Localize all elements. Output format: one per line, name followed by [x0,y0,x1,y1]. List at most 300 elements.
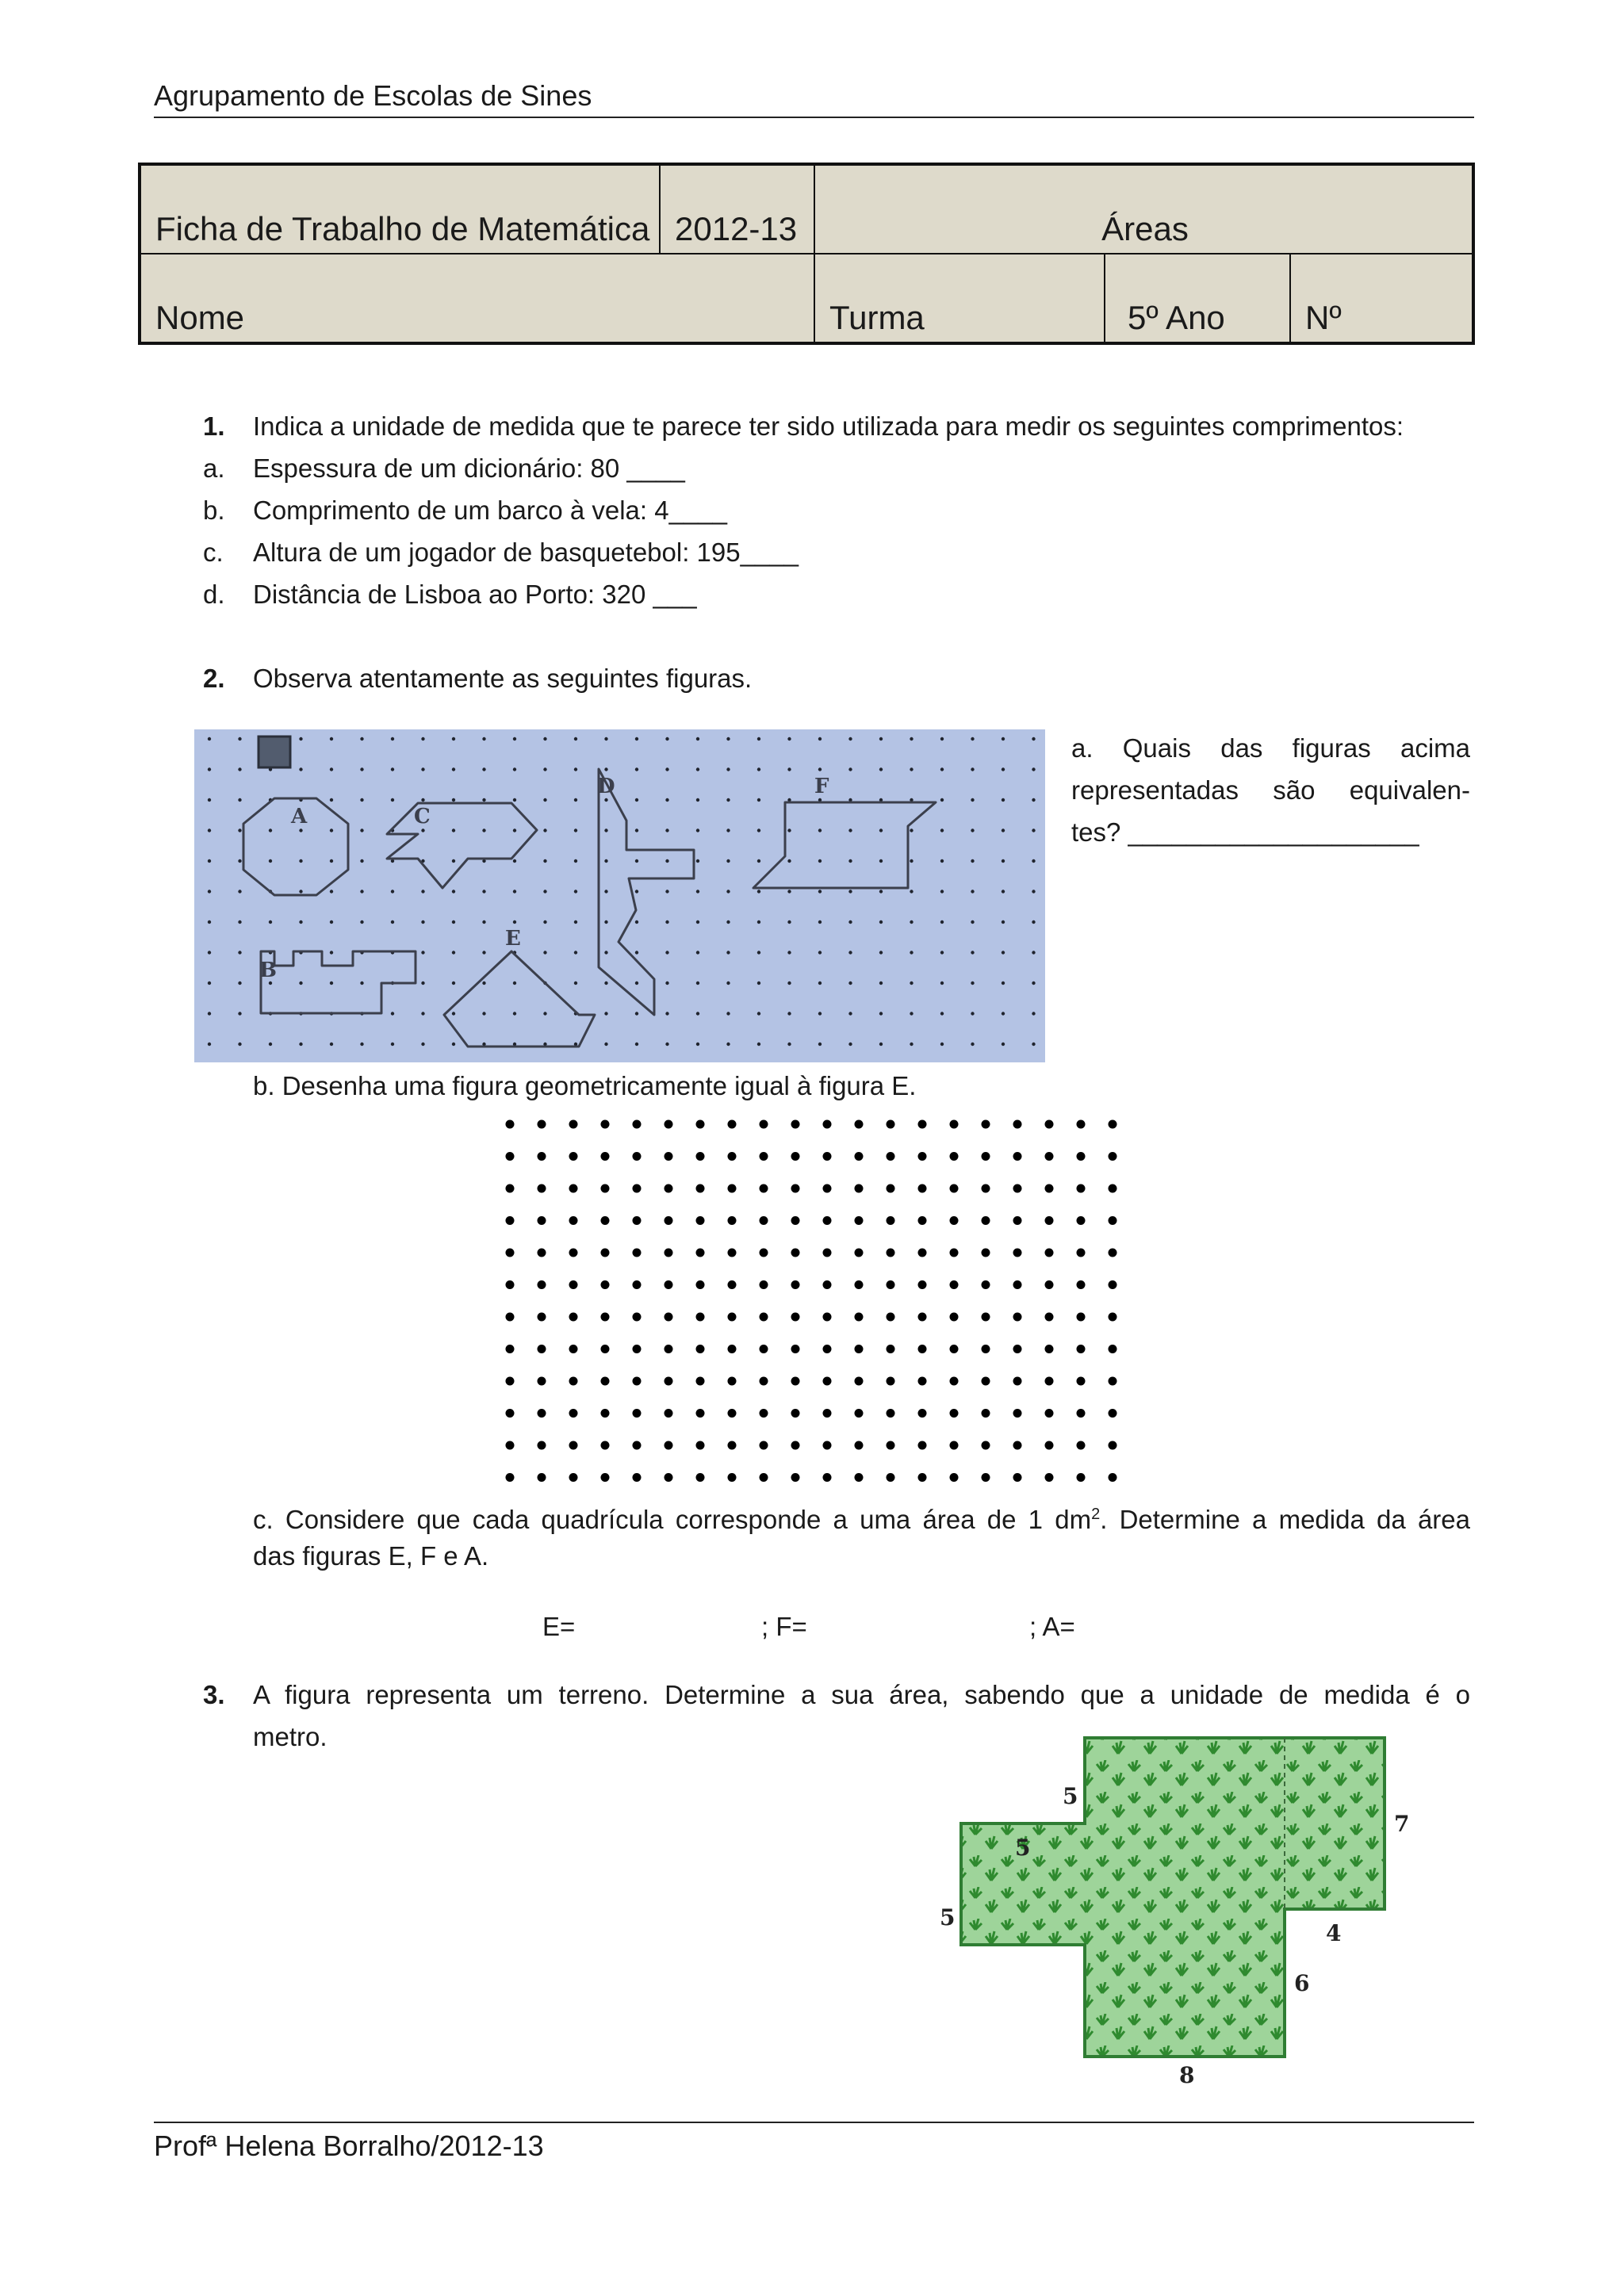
title-cell [141,166,661,254]
grid-dot [569,1249,578,1257]
grid-dot [506,1441,515,1450]
grid-dot [543,859,546,863]
grid-dot [604,982,607,985]
grid-dot [950,1184,959,1193]
grid-dot [1032,859,1035,863]
grid-dot [818,890,822,893]
grid-dot [855,1280,864,1289]
grid-dot [823,1409,832,1418]
grid-dot [543,920,546,924]
grid-dot [208,890,211,893]
grid-dot [791,1216,800,1225]
grid-dot [696,767,699,771]
grid-dot [1002,920,1005,924]
grid-dot [757,859,760,863]
grid-dot [238,737,241,740]
grid-dot [982,1120,990,1129]
q1-item-letter: c. [203,538,224,567]
grid-dot [887,1249,895,1257]
grid-dot [855,1409,864,1418]
grid-dot [855,1120,864,1129]
grid-dot [299,890,302,893]
grid-dot [635,982,638,985]
grid-dot [887,1120,895,1129]
grid-dot [982,1249,990,1257]
grid-dot [728,1216,737,1225]
grid-dot [918,1441,927,1450]
class-cell[interactable] [815,254,1105,342]
grid-dot [633,1216,642,1225]
grid-dot [787,982,791,985]
grid-dot [601,1473,610,1482]
q3-number: 3. [203,1680,225,1709]
grid-dot [982,1313,990,1322]
grid-dot [791,1345,800,1353]
grid-dot [1109,1120,1117,1129]
grid-dot [452,767,455,771]
grid-dot [1013,1184,1022,1193]
grid-dot [635,890,638,893]
grid-dot [604,798,607,802]
grid-dot [482,798,485,802]
grid-dot [421,982,424,985]
grid-dot [1002,890,1005,893]
grid-dot [452,920,455,924]
grid-dot [538,1473,546,1482]
grid-dot [791,1120,800,1129]
grid-dot [879,1043,883,1046]
grid-dot [360,767,363,771]
grid-dot [1045,1313,1054,1322]
grid-dot [818,767,822,771]
grid-dot [604,859,607,863]
grid-dot [940,982,944,985]
grid-dot [1013,1249,1022,1257]
grid-dot [604,1012,607,1015]
grid-dot [726,1012,730,1015]
grid-dot [1109,1313,1117,1322]
grid-dot [1045,1249,1054,1257]
grid-dot [696,1473,705,1482]
grid-dot [760,1216,768,1225]
grid-dot [391,1043,394,1046]
grid-dot [855,1216,864,1225]
grid-dot [513,859,516,863]
answer-e-label[interactable]: E= [542,1612,576,1641]
grid-dot [601,1377,610,1386]
grid-dot [887,1216,895,1225]
grid-dot [569,1473,578,1482]
grid-dot [513,798,516,802]
grid-dot [208,920,211,924]
grid-dot [601,1280,610,1289]
grid-dot [269,828,272,832]
grid-dot [1077,1184,1086,1193]
grid-dot [665,1120,673,1129]
grid-dot [482,890,485,893]
grid-dot [848,951,852,954]
grid-dot [950,1409,959,1418]
grid-dot [726,1043,730,1046]
grid-dot [538,1120,546,1129]
grid-dot [665,920,668,924]
grid-dot [506,1152,515,1161]
grid-dot [757,798,760,802]
grid-dot [513,920,516,924]
grid-dot [635,859,638,863]
q1-item-text: Distância de Lisboa ao Porto: 320 ___ [253,580,697,609]
grid-dot [543,737,546,740]
grid-dot [728,1409,737,1418]
grid-dot [238,798,241,802]
grid-dot [506,1249,515,1257]
grid-dot [604,890,607,893]
grid-dot [879,767,883,771]
grid-dot [421,737,424,740]
grid-dot [1032,890,1035,893]
grid-dot [238,859,241,863]
q2-part-a-line: representadas são equivalen- [1071,775,1470,805]
grid-dot [1013,1280,1022,1289]
grid-dot [726,890,730,893]
grid-dot [633,1184,642,1193]
grid-dot [482,920,485,924]
grid-dot [818,1012,822,1015]
q2-part-c-line: c. Considere que cada quadrícula corresponde a uma área de 1 $dm^2$. Determine a medida da área [253,1505,1470,1534]
grid-dot [538,1280,546,1289]
grid-dot [569,1409,578,1418]
grid-dot [726,859,730,863]
grid-dot [569,1120,578,1129]
terrain-shape [961,1738,1385,2057]
grid-dot [1045,1473,1054,1482]
grid-dot [574,890,577,893]
grid-dot [1077,1409,1086,1418]
grid-dot [918,1184,927,1193]
grid-dot [538,1216,546,1225]
grid-dot [360,890,363,893]
grid-dot [665,767,668,771]
grid-dot [982,1216,990,1225]
grid-dot [910,890,913,893]
grid-dot [604,920,607,924]
figure-label: C [414,805,431,828]
grid-dot [360,798,363,802]
grid-dot [848,1012,852,1015]
grid-dot [879,1012,883,1015]
grid-dot [887,1184,895,1193]
q2-part-a-answer-line[interactable]: tes? ____________________ [1071,817,1419,847]
grid-dot [1013,1377,1022,1386]
grid-dot [887,1280,895,1289]
grid-dot [940,1043,944,1046]
grid-dot [452,737,455,740]
grid-dot [791,1152,800,1161]
grid-dot [299,737,302,740]
grid-dot [1002,859,1005,863]
grid-dot [1002,982,1005,985]
grid-dot [1045,1184,1054,1193]
answer-f-label[interactable]: ; F= [761,1612,807,1641]
grid-dot [1077,1473,1086,1482]
grid-dot [918,1216,927,1225]
grid-dot [506,1409,515,1418]
grid-dot [513,982,516,985]
grid-dot [665,1152,673,1161]
grid-dot [543,828,546,832]
grid-dot [971,859,974,863]
grid-dot [1032,737,1035,740]
grid-dot [633,1441,642,1450]
grid-dot [696,890,699,893]
grid-dot [604,828,607,832]
topic: Áreas [1101,210,1189,247]
grid-dot [330,920,333,924]
grid-dot [635,737,638,740]
grid-dot [918,1345,927,1353]
grid-dot [665,859,668,863]
grid-dot [971,920,974,924]
topic-cell [815,166,1475,254]
figure-label: A [291,805,308,828]
grid-dot [918,1473,927,1482]
grid-dot [1013,1216,1022,1225]
dim-label: 6 [1294,1970,1310,1996]
grid-dot [950,1216,959,1225]
grid-dot [452,1012,455,1015]
grid-dot [238,890,241,893]
grid-dot [940,798,944,802]
grid-dot [1077,1280,1086,1289]
grid-dot [940,890,944,893]
grid-dot [1109,1377,1117,1386]
grid-dot [538,1152,546,1161]
grid-dot [910,828,913,832]
grid-dot [791,1313,800,1322]
grid-dot [1077,1216,1086,1225]
grid-dot [421,1012,424,1015]
grid-dot [360,859,363,863]
grid-dot [696,920,699,924]
dim-label: 5 [1063,1783,1078,1809]
answer-a-label[interactable]: ; A= [1029,1612,1075,1641]
grid-dot [791,1249,800,1257]
grid-dot [787,890,791,893]
grid-dot [1002,1012,1005,1015]
grid-dot [633,1152,642,1161]
grid-dot [971,1012,974,1015]
grid-dot [506,1473,515,1482]
grid-dot [918,1313,927,1322]
grid-dot [452,859,455,863]
q3-text-line: A figura representa um terreno. Determine a sua área, sabendo que a unidade de medida é o [253,1680,1470,1709]
grid-dot [757,737,760,740]
grid-dot [1109,1345,1117,1353]
number-cell[interactable] [1291,254,1475,342]
grid-dot [940,767,944,771]
grid-dot [543,1012,546,1015]
dim-label: 7 [1394,1811,1410,1837]
figure-label: D [597,775,615,798]
grid-dot [760,1473,768,1482]
grid-dot [665,1280,673,1289]
grid-dot [823,1184,832,1193]
grid-dot [665,1345,673,1353]
q2-text: Observa atentamente as seguintes figuras. [253,664,753,693]
grid-dot [1002,828,1005,832]
grid-dot [757,1043,760,1046]
grid-dot [569,1345,578,1353]
grid-dot [330,890,333,893]
grid-dot [665,737,668,740]
grid-dot [696,1012,699,1015]
grid-dot [330,859,333,863]
grid-dot [982,1184,990,1193]
grid-dot [1032,920,1035,924]
grid-dot [848,828,852,832]
grid-dot [760,1120,768,1129]
grid-dot [633,1120,642,1129]
grid-dot [238,767,241,771]
grid-dot [910,767,913,771]
grid-dot [633,1377,642,1386]
grid-dot [506,1345,515,1353]
grid-dot [950,1377,959,1386]
grid-dot [696,1409,705,1418]
grid-dot [1109,1184,1117,1193]
grid-dot [940,828,944,832]
grid-dot [1032,798,1035,802]
grid-dot [391,1012,394,1015]
grid-dot [918,1152,927,1161]
grid-dot [726,920,730,924]
grid-dot [971,890,974,893]
grid-dot [538,1184,546,1193]
grid-dot [208,798,211,802]
unit-square-icon [259,737,290,767]
grid-dot [330,737,333,740]
grid-dot [696,828,699,832]
grid-dot [665,1313,673,1322]
grid-dot [760,1280,768,1289]
grid-dot [604,767,607,771]
grid-dot [543,890,546,893]
grid-dot [950,1120,959,1129]
grid-dot [791,1409,800,1418]
grid-dot [982,1377,990,1386]
grid-dot [760,1377,768,1386]
grid-dot [574,859,577,863]
grid-dot [1032,1043,1035,1046]
drawing-dot-grid[interactable] [496,1110,1134,1490]
grid-dot [726,951,730,954]
grid-dot [543,767,546,771]
grid-dot [421,828,424,832]
grid-dot [696,1345,705,1353]
grid-dot [635,798,638,802]
grid-dot [818,737,822,740]
grid-dot [1077,1249,1086,1257]
grid-dot [665,1377,673,1386]
grid-dot [665,951,668,954]
grid-dot [330,767,333,771]
grid-dot [728,1345,737,1353]
grid-dot [950,1280,959,1289]
grid-dot [918,1377,927,1386]
grid-dot [1077,1152,1086,1161]
grid-dot [601,1120,610,1129]
grid-dot [848,890,852,893]
grid-dot [1013,1345,1022,1353]
grid-dot [1045,1216,1054,1225]
grid-dot [757,1012,760,1015]
grid-dot [391,798,394,802]
grid-dot [982,1345,990,1353]
grid-dot [633,1313,642,1322]
grid-dot [728,1152,737,1161]
name-cell[interactable] [141,254,815,342]
grid-dot [1013,1441,1022,1450]
grid-dot [421,1043,424,1046]
grid-dot [696,859,699,863]
grid-dot [665,1473,673,1482]
number-label: Nº [1305,299,1342,336]
grid-dot [421,920,424,924]
grid-dot [391,920,394,924]
grid-dot [760,1441,768,1450]
grid-dot [482,767,485,771]
grid-dot [538,1441,546,1450]
grid-dot [848,920,852,924]
worksheet-info-table [138,163,1475,345]
grid-dot [482,982,485,985]
grid-dot [665,1441,673,1450]
grid-dot [787,737,791,740]
grid-dot [574,920,577,924]
grid-dot [787,920,791,924]
grid-dot [601,1313,610,1322]
grid-dot [1077,1377,1086,1386]
grid-dot [1109,1441,1117,1450]
grid-dot [604,737,607,740]
grid-dot [391,890,394,893]
grid-dot [971,798,974,802]
grid-dot [818,951,822,954]
grid-dot [1109,1409,1117,1418]
grid-dot [238,828,241,832]
grid-dot [633,1345,642,1353]
grid-dot [910,920,913,924]
grid-dot [665,1012,668,1015]
grade-cell [1105,254,1291,342]
grid-dot [238,1043,241,1046]
grid-dot [982,1441,990,1450]
grid-dot [569,1184,578,1193]
grid-dot [1032,1012,1035,1015]
grid-dot [791,1473,800,1482]
grid-dot [208,1043,211,1046]
dim-label: 5 [1015,1835,1031,1861]
grid-dot [760,1345,768,1353]
grid-dot [760,1249,768,1257]
terrain-figure [920,1728,1427,2085]
grid-dot [665,982,668,985]
grid-dot [569,1441,578,1450]
grid-dot [887,1377,895,1386]
dim-label: 4 [1326,1920,1342,1946]
grid-dot [879,859,883,863]
grid-dot [391,737,394,740]
